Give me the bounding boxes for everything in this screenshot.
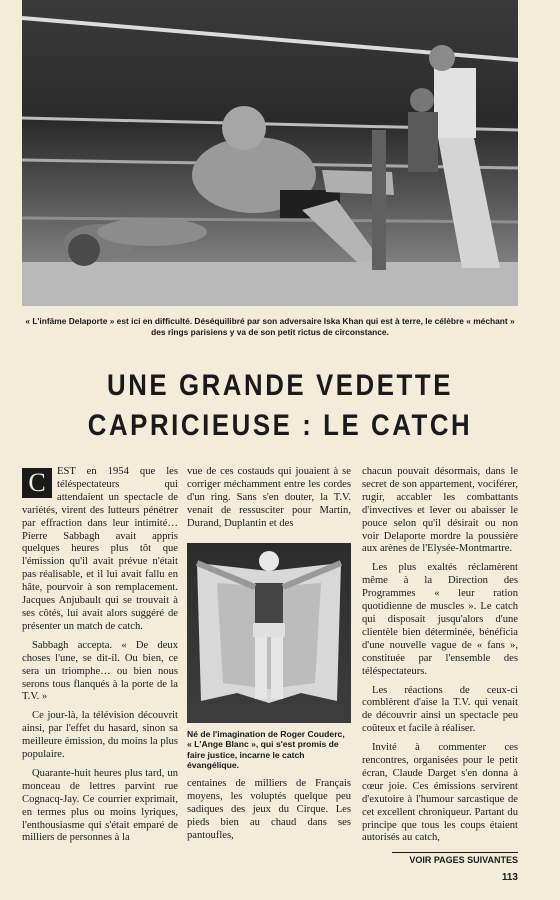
paragraph <box>22 466 178 634</box>
article-column-1 <box>22 466 178 851</box>
paragraph: Invité à commenter ces rencontres, organisées pour le petit écran, Claude Darget s'en donna à cœur joie. Ces émissions servirent d'exutoire à l'humour sarcastique de cet excellent chroniqueur. Partant du principe que tous les coups étaient autorisés au catch, <box>362 742 518 844</box>
paragraph: Ce jour-là, la télévision découvrit ainsi, par l'effet du hasard, sinon sa meilleure émission, du moins la plus populaire. <box>22 710 178 761</box>
article-column-3 <box>362 466 518 851</box>
drop-cap: C <box>22 468 52 498</box>
paragraph: Sabbagh accepta. « De deux choses l'une, se dit-il. Ou bien, ce sera un triomphe… ou bien nous serons tous flanqués à la porte de la T.V. » <box>22 639 178 703</box>
paragraph: Les plus exaltés réclamèrent même à la Direction des Programmes « leur ration quotidienne de muscles ». Le catch qui disposait jusqu'alors d'une clientèle bien déterminée, bénéficia d'une nouvelle vague de « fans », constituée par l'ensemble des téléspectateurs. <box>362 562 518 677</box>
article-column-2-top <box>187 466 351 537</box>
article-column-2-bottom <box>187 778 351 849</box>
paragraph: vue de ces costauds qui jouaient à se corriger méchamment entre les cordes d'un ring. Sans s'en douter, la T.V. venait de ressusciter pour Martin, Durand, Duplantin et des <box>187 466 351 529</box>
middle-photo-caption: Né de l'imagination de Roger Couderc, « L'Ange Blanc », qui s'est promis de faire justice, incarne le catch évangélique. <box>187 729 345 771</box>
paragraph: Quarante-huit heures plus tard, un monceau de lettres parvint rue Cognacq-Jay. Ce courrier exprimait, en termes plus ou moins lyriques, l'enthousiasme qui s'était emparé de milliers de personnes à la <box>22 767 178 844</box>
page-number: 113 <box>501 872 518 883</box>
headline-line-2: CAPRICIEUSE : LE CATCH <box>87 409 473 442</box>
wrestling-photo <box>22 0 518 306</box>
ange-blanc-photo <box>187 543 351 723</box>
top-photo-caption: « L'infâme Delaporte » est ici en difficulté. Déséquilibré par son adversaire Iska Khan qui est à terre, le célèbre « méchant » des rings parisiens y va de son petit rictus de circonstance. <box>25 316 515 337</box>
paragraph-text: EST en 1954 que les téléspectateurs qui attendaient un spectacle de variétés, virent des lutteurs pénétrer par effraction dans leur intimité… Pierre Sabbagh avait appris quelques heures plus tôt que l'émission qu'il avait prévue n'était pas réalisable, et il lui avait fallu en hâte, pourvoir à son remplacement. Jacques Anjubault qui se trouvait à ses côtés, lui avait alors suggéré de présenter un match de catch. <box>22 466 178 632</box>
paragraph: centaines de milliers de Français moyens, les voluptés quelque peu sadiques des jeux du Cirque. Les pieds bien au chaud dans ses pantoufles, <box>187 778 351 841</box>
headline <box>74 366 487 446</box>
headline-line-1: UNE GRANDE VEDETTE <box>106 369 454 402</box>
paragraph: chacun pouvait désormais, dans le secret de son appartement, vociférer, rugir, accabler les combattants d'invectives et lever ou abaisser le pouce selon qu'il désirait ou non voir Delaporte mordre la poussière aux arènes de l'Elysée-Montmartre. <box>362 466 518 555</box>
next-pages-link: VOIR PAGES SUIVANTES <box>392 852 518 865</box>
paragraph: Les réactions de ceux-ci comblèrent d'aise la T.V. qui venait de découvrir ainsi un spectacle peu coûteux et facile à réaliser. <box>362 684 518 735</box>
